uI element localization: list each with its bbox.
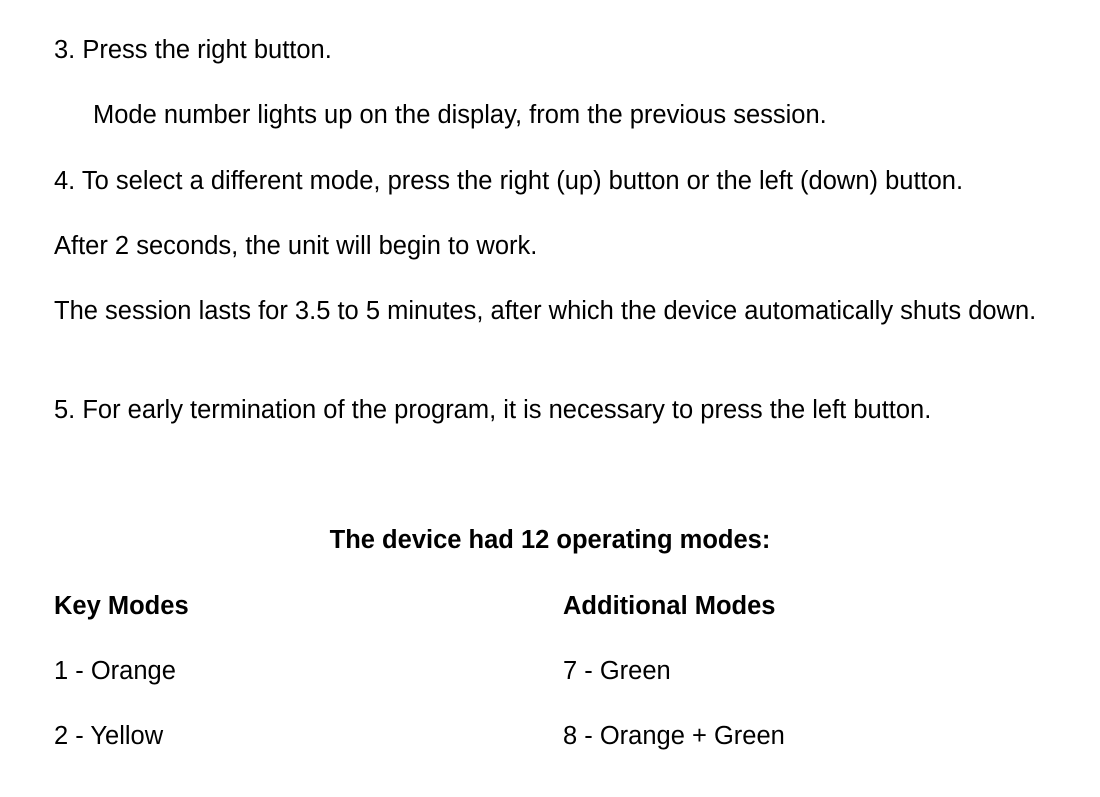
step-5: 5. For early termination of the program, it is necessary to press the left button. <box>54 396 932 424</box>
additional-mode-item: 7 - Green <box>563 657 671 685</box>
additional-mode-item: 8 - Orange + Green <box>563 722 785 750</box>
step-3-note: Mode number lights up on the display, from the previous session. <box>93 101 827 129</box>
key-modes-heading: Key Modes <box>54 592 189 620</box>
step-3: 3. Press the right button. <box>54 36 332 64</box>
modes-heading: The device had 12 operating modes: <box>329 526 771 554</box>
key-mode-item: 2 - Yellow <box>54 722 164 750</box>
step-4: 4. To select a different mode, press the right (up) button or the left (down) button. <box>54 167 964 195</box>
additional-modes-heading: Additional Modes <box>563 592 776 620</box>
key-mode-item: 1 - Orange <box>54 657 176 685</box>
session-length-text: The session lasts for 3.5 to 5 minutes, after which the device automatically shuts down. <box>54 297 1037 325</box>
after-delay-text: After 2 seconds, the unit will begin to work. <box>54 232 538 260</box>
